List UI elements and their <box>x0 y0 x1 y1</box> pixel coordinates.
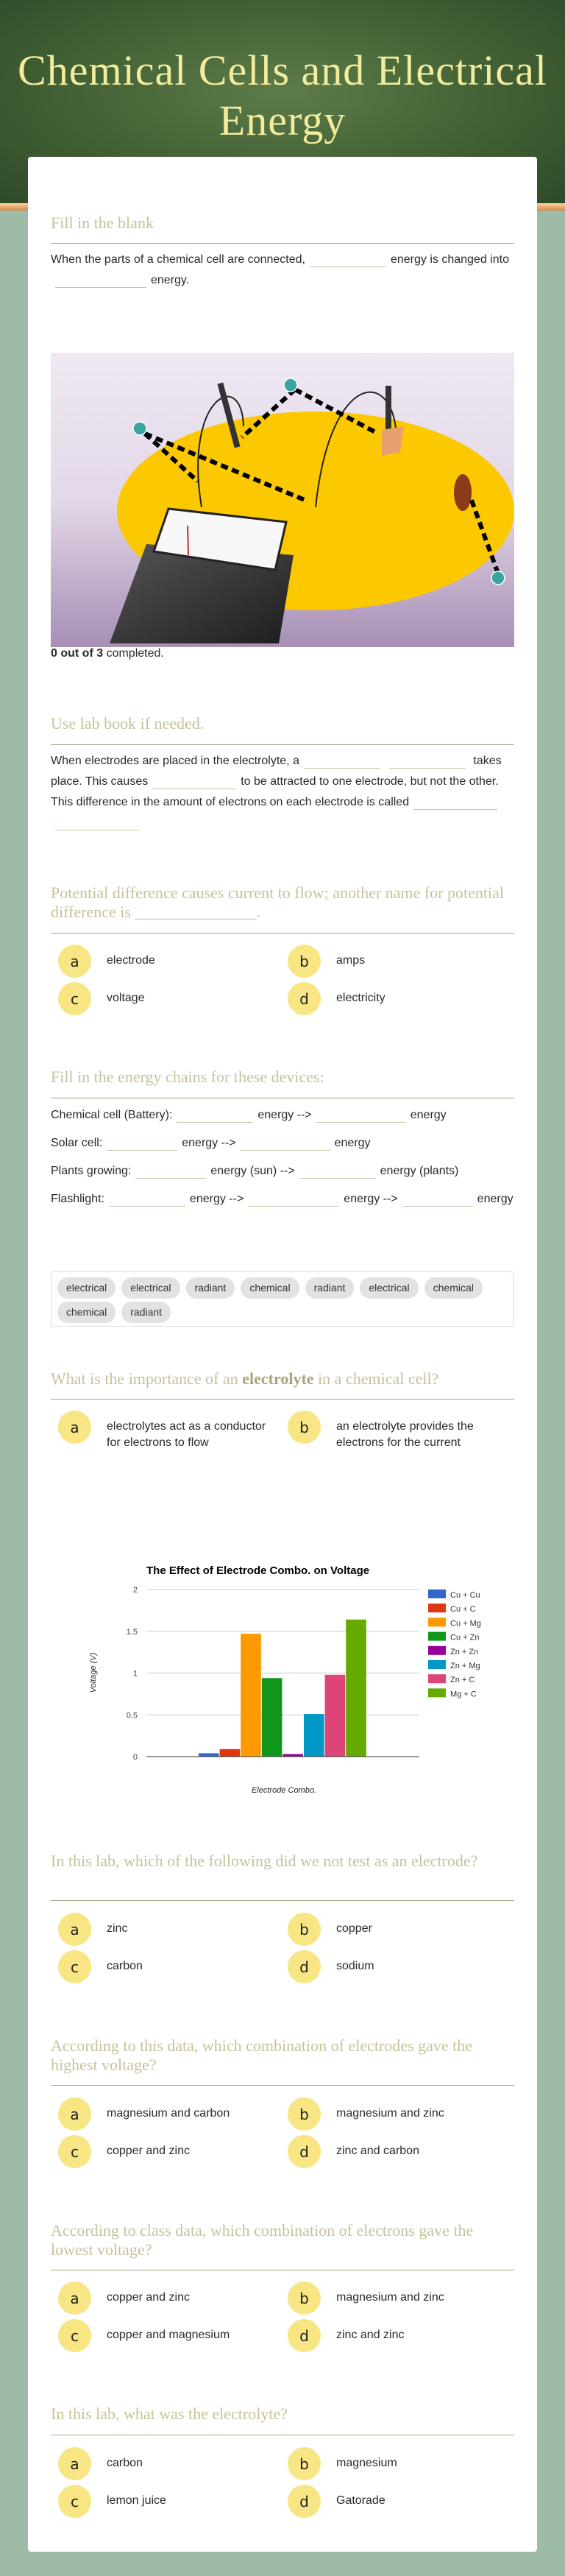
text: energy (plants) <box>380 1165 459 1177</box>
option-label: zinc and carbon <box>336 2145 419 2157</box>
legend-label: Zn + Zn <box>450 1647 479 1656</box>
legend-swatch <box>428 1589 446 1598</box>
blank-input[interactable] <box>304 752 380 769</box>
option-label: magnesium and zinc <box>336 2107 444 2120</box>
y-tick-label: 1.5 <box>126 1627 138 1637</box>
word-chip[interactable]: radiant <box>121 1302 171 1323</box>
legend-label: Zn + C <box>450 1676 475 1685</box>
legend-label: Zn + Mg <box>450 1662 480 1670</box>
option-label: electrolytes act as a conductor for electrons to flow <box>107 1420 266 1449</box>
option-letter-badge[interactable]: b <box>288 945 321 978</box>
option-letter-badge[interactable]: d <box>288 982 321 1015</box>
blank-input[interactable] <box>152 773 236 789</box>
x-axis-label: Electrode Combo. <box>251 1786 317 1795</box>
text: Plants growing: <box>51 1165 132 1177</box>
text: Chemical cell (Battery): <box>51 1109 173 1121</box>
option-letter-badge[interactable]: a <box>58 2097 91 2131</box>
answer-option-a[interactable] <box>58 1411 279 1451</box>
answer-option-d[interactable] <box>288 2135 508 2168</box>
legend-swatch <box>428 1617 446 1626</box>
blank-input[interactable] <box>107 1135 177 1151</box>
answer-option-b[interactable] <box>288 2447 508 2480</box>
option-letter-badge[interactable]: d <box>288 2135 321 2168</box>
divider <box>51 1399 514 1400</box>
question-heading: In this lab, what was the electrolyte? <box>51 2404 288 2423</box>
answer-option-a[interactable] <box>58 2097 279 2131</box>
bar-zn-zn <box>282 1754 303 1757</box>
option-label: zinc and zinc <box>336 2329 405 2341</box>
y-tick-label: 0.5 <box>126 1711 138 1721</box>
word-chip[interactable]: chemical <box>424 1277 483 1299</box>
text: energy --> <box>257 1109 312 1121</box>
legend-swatch <box>428 1674 446 1683</box>
y-tick-label: 1 <box>132 1669 138 1679</box>
option-letter-badge[interactable]: d <box>288 1950 321 1983</box>
blank-input[interactable] <box>241 1135 330 1151</box>
text: Solar cell: <box>51 1137 103 1149</box>
answer-option-d[interactable] <box>288 2319 508 2352</box>
text: energy (sun) --> <box>210 1165 295 1177</box>
option-label: magnesium and carbon <box>107 2107 230 2120</box>
question-heading: Fill in the blank <box>51 214 154 232</box>
bar-mg-c <box>346 1620 366 1757</box>
answer-option-c[interactable] <box>58 2135 279 2168</box>
page-title: Chemical Cells and Electrical Energy <box>18 46 547 144</box>
option-letter-badge[interactable]: b <box>288 1913 321 1946</box>
blank-input[interactable] <box>316 1107 406 1123</box>
voltage-bar-chart <box>74 1539 486 1804</box>
question-heading: Use lab book if needed. <box>51 714 205 733</box>
legend-label: Cu + Zn <box>450 1633 480 1642</box>
text: energy is changed into <box>390 253 509 266</box>
option-letter-badge[interactable]: c <box>58 1950 91 1983</box>
option-label: copper and zinc <box>107 2145 190 2157</box>
text: energy --> <box>189 1193 244 1205</box>
divider <box>51 1900 514 1901</box>
text: in a chemical cell? <box>313 1369 439 1388</box>
option-label: amps <box>336 954 366 967</box>
question-heading: According to class data, which combination of electrons gave the lowest voltage? <box>51 2221 474 2259</box>
y-tick-label: 0 <box>132 1753 138 1762</box>
option-letter-badge[interactable]: a <box>58 945 91 978</box>
answer-option-d[interactable] <box>288 2485 508 2518</box>
option-label: Gatorade <box>336 2494 385 2507</box>
legend-swatch <box>428 1646 446 1655</box>
bar-cu-cu <box>199 1753 219 1757</box>
fill-blank-text <box>51 250 514 291</box>
option-label: sodium <box>336 1960 374 1972</box>
bar-cu-zn <box>262 1678 282 1757</box>
legend-swatch <box>428 1632 446 1641</box>
option-label: copper <box>336 1922 372 1935</box>
answer-option-a[interactable] <box>58 945 279 978</box>
blank-input[interactable] <box>177 1107 253 1123</box>
word-chip[interactable]: radiant <box>186 1277 235 1299</box>
divider <box>51 243 514 244</box>
option-letter-badge[interactable]: d <box>288 2485 321 2518</box>
bar-cu-mg <box>241 1634 261 1757</box>
answer-option-a[interactable] <box>58 1913 279 1946</box>
option-label: electricity <box>336 992 385 1004</box>
option-label: copper and zinc <box>107 2291 190 2304</box>
y-tick-label: 2 <box>132 1586 138 1595</box>
answer-option-a[interactable] <box>58 2447 279 2480</box>
option-label: carbon <box>107 1960 143 1972</box>
text: energy --> <box>344 1193 398 1205</box>
question-heading: Potential difference causes current to flow; another name for potential difference is _______________. <box>51 883 504 921</box>
blank-input[interactable] <box>55 814 139 830</box>
answer-option-c[interactable] <box>58 2319 279 2352</box>
option-label: electrode <box>107 954 155 967</box>
option-label: carbon <box>107 2457 143 2469</box>
option-letter-badge[interactable]: a <box>58 2447 91 2480</box>
divider <box>51 2085 514 2086</box>
answer-option-d[interactable] <box>288 1950 508 1983</box>
option-letter-badge[interactable]: b <box>288 2447 321 2480</box>
option-letter-badge[interactable]: a <box>58 2282 91 2315</box>
option-letter-badge[interactable]: d <box>288 2319 321 2352</box>
question-heading: According to this data, which combination of electrodes gave the highest voltage? <box>51 2036 473 2074</box>
word-chip[interactable]: electrical <box>121 1277 180 1299</box>
completed-label: completed. <box>106 647 164 660</box>
blank-input[interactable] <box>299 1162 376 1179</box>
text: energy. <box>151 274 190 286</box>
option-label: lemon juice <box>107 2494 166 2507</box>
text: energy <box>334 1137 371 1149</box>
word-chip[interactable]: electrical <box>360 1277 418 1299</box>
chart-title: The Effect of Electrode Combo. on Voltage <box>146 1564 370 1577</box>
blank-input[interactable] <box>413 794 497 810</box>
blank-input[interactable] <box>248 1190 339 1207</box>
blank-input[interactable] <box>55 272 146 288</box>
option-letter-badge[interactable]: a <box>58 1411 91 1444</box>
option-letter-badge[interactable]: b <box>288 1411 321 1444</box>
blank-input[interactable] <box>310 251 386 267</box>
answer-option-b[interactable] <box>288 945 508 978</box>
word-chip[interactable]: chemical <box>57 1302 116 1323</box>
text: When the parts of a chemical cell are connected, <box>51 253 305 266</box>
completed-count: 0 out of 3 <box>51 647 104 660</box>
option-label: copper and magnesium <box>107 2329 230 2341</box>
energy-chains <box>51 1104 514 1210</box>
answer-option-b[interactable] <box>288 2097 508 2131</box>
answer-option-b[interactable] <box>288 1913 508 1946</box>
blank-input[interactable] <box>135 1162 206 1179</box>
question-heading: Fill in the energy chains for these devices: <box>51 1068 324 1086</box>
legend-swatch <box>428 1603 446 1612</box>
legend-label: Mg + C <box>450 1690 477 1699</box>
option-letter-badge[interactable]: c <box>58 2135 91 2168</box>
legend-label: Cu + C <box>450 1605 476 1615</box>
lemon-battery-diagram <box>51 353 514 647</box>
answer-option-c[interactable] <box>58 2485 279 2518</box>
option-letter-badge[interactable]: b <box>288 2097 321 2131</box>
text: When electrodes are placed in the electrolyte, a <box>51 755 299 767</box>
legend-label: Cu + Mg <box>450 1619 481 1628</box>
option-letter-badge[interactable]: b <box>288 2282 321 2315</box>
option-label: magnesium <box>336 2457 397 2469</box>
text: takes place. This causes <box>51 755 502 788</box>
text: energy <box>477 1193 514 1205</box>
word-bank <box>51 1271 514 1327</box>
bar-zn-mg <box>304 1714 324 1757</box>
bar-cu-c <box>220 1749 241 1757</box>
text: energy <box>410 1109 447 1121</box>
answer-option-b[interactable] <box>288 2282 508 2315</box>
option-letter-badge[interactable]: a <box>58 1913 91 1946</box>
answer-option-a[interactable] <box>58 2282 279 2315</box>
question-heading: In this lab, which of the following did we not test as an electrode? <box>51 1852 478 1870</box>
question-heading <box>51 1369 514 1388</box>
answer-option-d[interactable] <box>288 982 508 1015</box>
word-chip[interactable]: chemical <box>241 1277 299 1299</box>
text: to be attracted to one electrode, but not the other. This difference in the amount of electrons on each electrode is called <box>51 775 499 808</box>
legend-swatch <box>428 1688 446 1697</box>
text: What is the importance of an <box>51 1369 243 1388</box>
answer-option-b[interactable] <box>288 1411 508 1451</box>
y-axis-label: Voltage (V) <box>89 1652 98 1693</box>
option-letter-badge[interactable]: c <box>58 982 91 1015</box>
answer-option-c[interactable] <box>58 982 279 1015</box>
word-chip[interactable]: electrical <box>57 1277 116 1299</box>
divider <box>51 744 514 745</box>
blank-input[interactable] <box>109 1190 185 1207</box>
bar-zn-c <box>325 1675 346 1757</box>
answer-option-c[interactable] <box>58 1950 279 1983</box>
option-letter-badge[interactable]: c <box>58 2319 91 2352</box>
blank-input[interactable] <box>402 1190 473 1207</box>
text-bold: electrolyte <box>242 1369 314 1388</box>
legend-swatch <box>428 1660 446 1669</box>
option-label: an electrolyte provides the electrons for the current <box>336 1420 474 1449</box>
text: Flashlight: <box>51 1193 104 1205</box>
divider <box>51 933 514 934</box>
legend-label: Cu + Cu <box>450 1591 480 1600</box>
option-letter-badge[interactable]: c <box>58 2485 91 2518</box>
text: energy --> <box>182 1137 236 1149</box>
option-label: magnesium and zinc <box>336 2291 444 2304</box>
option-label: voltage <box>107 992 145 1004</box>
option-label: zinc <box>107 1922 128 1935</box>
fill-blank-text <box>51 751 514 833</box>
completion-status <box>51 647 164 660</box>
word-chip[interactable]: radiant <box>305 1277 355 1299</box>
blank-input[interactable] <box>389 752 466 769</box>
